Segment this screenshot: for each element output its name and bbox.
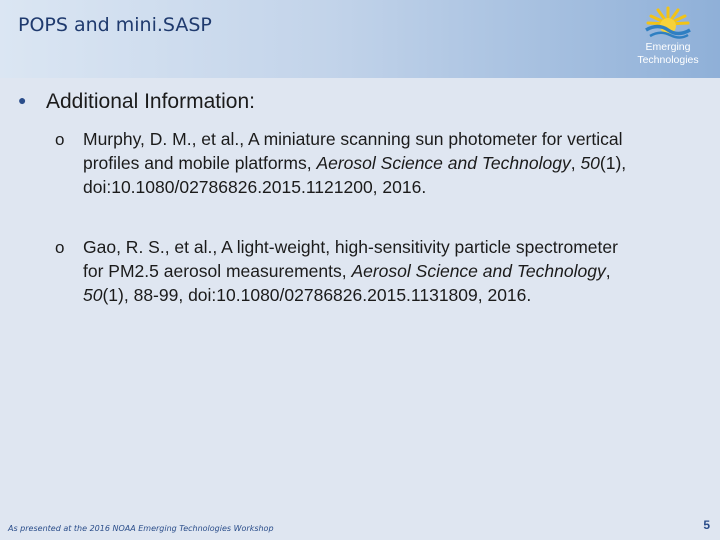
reference-item [55, 127, 640, 199]
reference-text [83, 235, 640, 307]
sun-wave-icon [642, 4, 694, 42]
reference-journal: Aerosol Science and Technology [351, 261, 606, 281]
section-heading: Additional Information: [46, 90, 255, 113]
reference-details: (1), doi:10.1080/02786826.2015.1121200, 2016. [83, 153, 627, 197]
reference-text [83, 127, 640, 199]
emerging-technologies-logo [630, 4, 706, 70]
main-bullet [18, 90, 255, 114]
circle-bullet-icon: o [55, 238, 65, 257]
reference-volume: 50 [580, 153, 600, 173]
reference-journal: Aerosol Science and Technology [316, 153, 571, 173]
reference-authors-title: Murphy, D. M., et al., A miniature scanning sun photometer for vertical profiles and mobile platforms, [83, 129, 623, 173]
slide-title: POPS and mini.SASP [18, 14, 212, 36]
reference-details: (1), 88-99, doi:10.1080/02786826.2015.1131809, 2016. [102, 285, 532, 305]
logo-line-1: Emerging [645, 41, 691, 53]
reference-item [55, 235, 640, 307]
reference-separator: , [570, 153, 581, 173]
logo-text [630, 41, 706, 67]
circle-bullet-icon: o [55, 130, 65, 149]
header-bar [0, 0, 720, 78]
page-number: 5 [703, 518, 710, 532]
reference-volume: 50 [83, 285, 103, 305]
footer-text: As presented at the 2016 NOAA Emerging Technologies Workshop [8, 524, 274, 533]
reference-separator: , [605, 261, 611, 281]
reference-authors-title: Gao, R. S., et al., A light-weight, high-sensitivity particle spectrometer for PM2.5 aerosol measurements, [83, 237, 618, 281]
logo-line-2: Technologies [637, 54, 699, 66]
bullet-dot-icon: ● [18, 92, 27, 108]
